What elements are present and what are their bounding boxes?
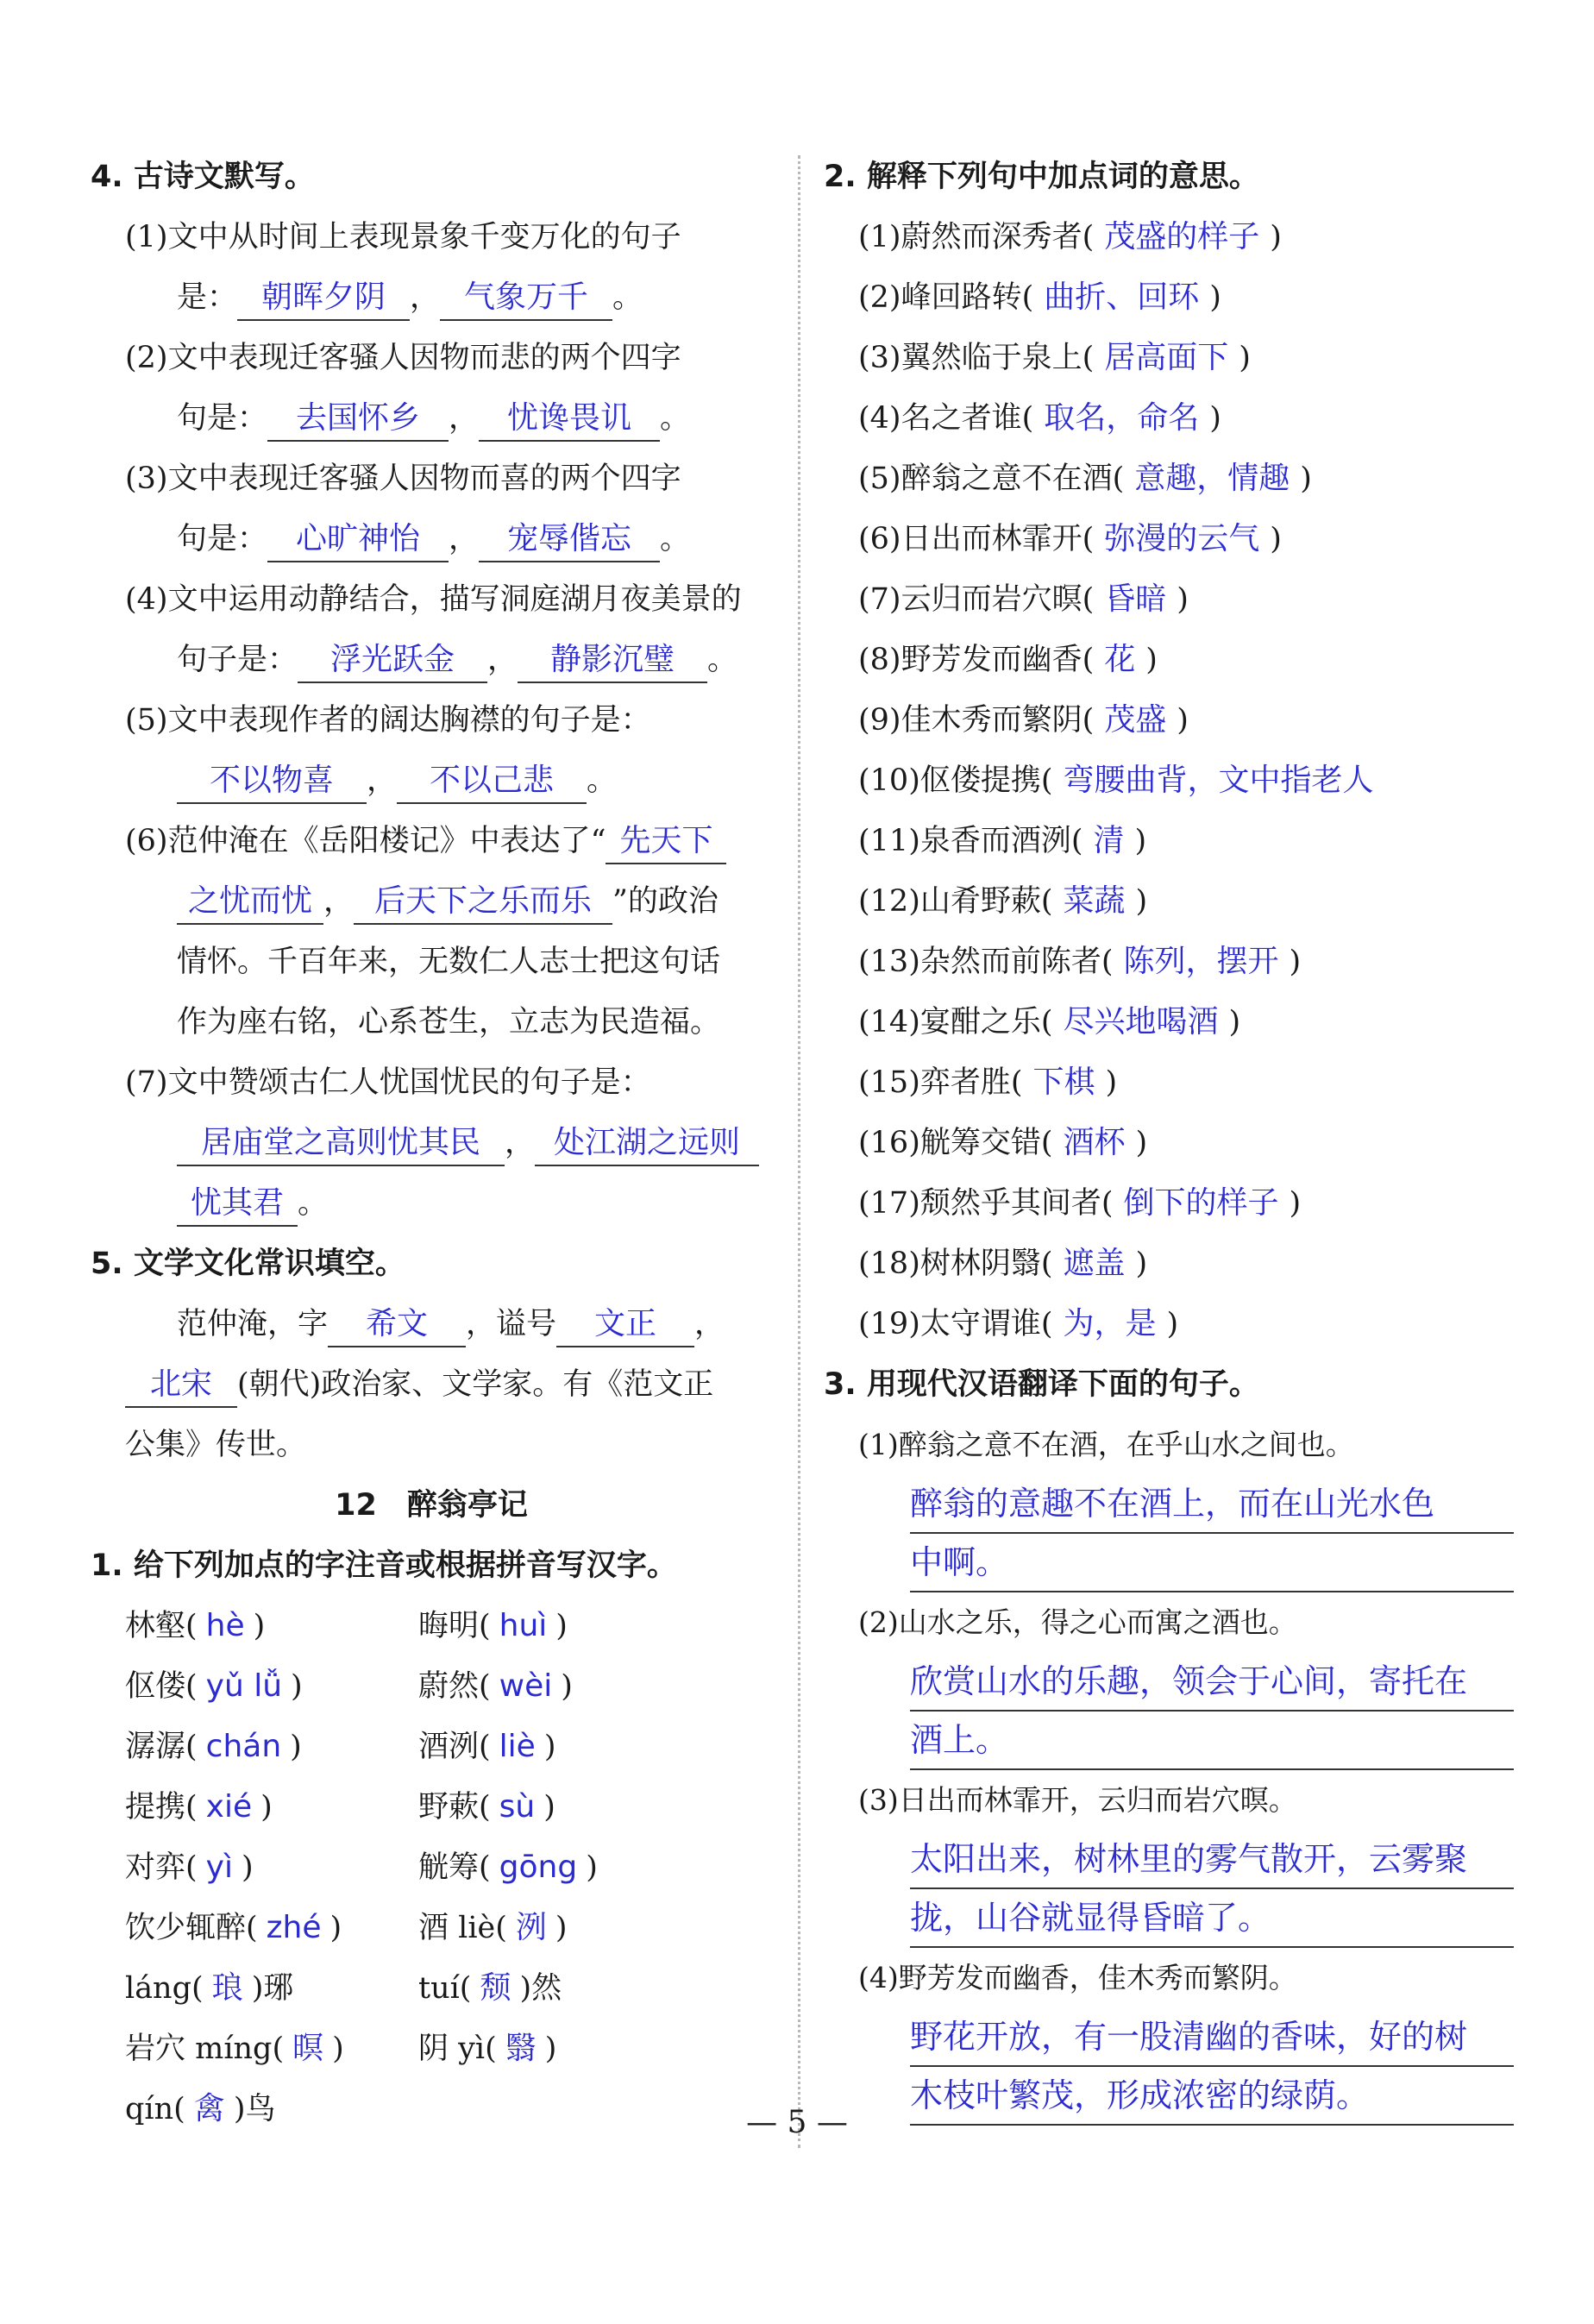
q2-list-item: (15)弈者胜( 下棋 ) [858, 1065, 1118, 1100]
q5-line-1: 范仲淹，字 希文 ，谥号 文正 ， [91, 1294, 772, 1354]
question-3-title: 3. 用现代汉语翻译下面的句子。 [824, 1367, 1259, 1402]
q4-s1-blank-1: 朝晖夕阴 [237, 276, 410, 321]
q5-line-2: 北宋 (朝代)政治家、文学家。有《范文正 [91, 1354, 772, 1415]
q2-list-item: (19)太守谓谁( 为，是 ) [858, 1306, 1179, 1341]
q2-answer: 昏暗 [1104, 581, 1167, 617]
q2-list-item: (7)云归而岩穴暝( 昏暗 ) [858, 581, 1189, 617]
q3-sentence: (1)醉翁之意不在酒，在乎山水之间也。 [858, 1428, 1354, 1461]
q3-sentence: (3)日出而林霏开，云归而岩穴暝。 [858, 1783, 1297, 1817]
q5-line-3: 公集》传世。 [125, 1428, 307, 1462]
pinyin-item: 伛偻( yǔ lǚ ) [125, 1668, 303, 1704]
q3-translation-line: 醉翁的意趣不在酒上，而在山光水色 [910, 1475, 1514, 1534]
q2-answer: 曲折、回环 [1044, 280, 1200, 315]
pinyin-item: 对弈( yì ) [125, 1850, 254, 1885]
q4-s7-text: (7)文中赞颂古仁人忧国忧民的句子是： [125, 1065, 651, 1100]
pinyin-item: 酒 liè( 洌 ) [418, 1910, 568, 1945]
q4-s5-text: (5)文中表现作者的阔达胸襟的句子是： [125, 703, 651, 738]
q4-s7-blank-3: 忧其君 [177, 1182, 298, 1227]
q4-s2-blank-2: 忧谗畏讥 [479, 397, 660, 442]
q2-answer: 倒下的样子 [1123, 1185, 1279, 1221]
pinyin-answer: 暝 [292, 2031, 324, 2066]
q4-s6-line-2: 之忧而忧 ， 后天下之乐而乐 ”的政治 [91, 871, 772, 932]
q5-shi-blank: 文正 [556, 1303, 694, 1347]
q2-answer: 酒杯 [1063, 1125, 1126, 1160]
q4-s6-line-3: 情怀。千百年来，无数仁人志士把这句话 [177, 945, 721, 979]
pinyin-answer: 颓 [480, 1970, 511, 2006]
pinyin-item: 阴 yì( 翳 ) [418, 2031, 557, 2066]
column-divider [798, 155, 800, 2148]
pinyin-answer: xié [205, 1789, 253, 1825]
q2-answer: 遮盖 [1063, 1246, 1126, 1281]
q3-translation-line: 欣赏山水的乐趣，领会于心间，寄托在 [910, 1653, 1514, 1712]
q4-s5-blank-1: 不以物喜 [177, 759, 367, 804]
pinyin-answer: wèi [499, 1668, 553, 1704]
pinyin-answer: 翳 [505, 2031, 537, 2066]
q4-s1-blank-2: 气象万千 [440, 276, 612, 321]
q2-list-item: (14)宴酣之乐( 尽兴地喝酒 ) [858, 1004, 1241, 1040]
pinyin-item: 觥筹( gōng ) [418, 1850, 598, 1885]
q2-list-item: (11)泉香而酒洌( 清 ) [858, 823, 1147, 858]
q2-item-list [824, 207, 1514, 1354]
q2-list-item: (6)日出而林霏开( 弥漫的云气 ) [858, 521, 1282, 556]
pinyin-answer: liè [499, 1729, 536, 1764]
q3-item-list [824, 1415, 1514, 2126]
q2-answer: 为，是 [1063, 1306, 1157, 1341]
q4-s6-blank-3: 后天下之乐而乐 [354, 880, 612, 925]
pinyin-answer: hè [205, 1608, 245, 1643]
pinyin-answer: chán [205, 1729, 282, 1764]
q4-s3-blank-1: 心旷神怡 [267, 518, 449, 562]
page-number: — 5 — [746, 2105, 848, 2140]
q4-s2-blank-1: 去国怀乡 [267, 397, 449, 442]
q2-list-item: (4)名之者谁( 取名，命名 ) [858, 400, 1221, 436]
q4-s7-blank-2: 处江湖之远则 [535, 1121, 759, 1166]
q2-answer: 花 [1104, 642, 1136, 677]
q4-s5-answer-line: 不以物喜 ， 不以己悲 。 [91, 751, 772, 811]
pinyin-answer: sù [499, 1789, 536, 1825]
q2-answer: 居高面下 [1104, 340, 1229, 375]
q4-s6-text: (6)范仲淹在《岳阳楼记》中表达了“ 先天下 [91, 811, 772, 871]
pinyin-answer: gōng [499, 1850, 578, 1885]
q2-answer: 清 [1093, 823, 1125, 858]
pinyin-item: tuí( 颓 )然 [418, 1970, 562, 2006]
question-4-title: 4. 古诗文默写。 [91, 160, 315, 194]
q2-answer: 取名，命名 [1044, 400, 1200, 436]
q4-s4-text: (4)文中运用动静结合，描写洞庭湖月夜美景的 [125, 582, 742, 617]
q4-s6-line-4: 作为座右铭，心系苍生，立志为民造福。 [177, 1005, 721, 1040]
q2-list-item: (17)颓然乎其间者( 倒下的样子 ) [858, 1185, 1302, 1221]
q4-s3-answer-line: 句是： 心旷神怡 ， 宠辱偕忘 。 [91, 509, 772, 569]
pinyin-item: 岩穴 míng( 暝 ) [125, 2031, 344, 2066]
pinyin-item: 林壑( hè ) [125, 1608, 266, 1643]
q3-translation-line: 拢，山谷就显得昏暗了。 [910, 1889, 1514, 1948]
question-5-title: 5. 文学文化常识填空。 [91, 1247, 405, 1281]
pinyin-item: 蔚然( wèi ) [418, 1668, 573, 1704]
q3-translation-line: 木枝叶繁茂，形成浓密的绿荫。 [910, 2067, 1514, 2126]
q4-s3-blank-2: 宠辱偕忘 [479, 518, 660, 562]
q3-sentence: (2)山水之乐，得之心而寓之酒也。 [858, 1605, 1297, 1639]
pinyin-answer: 洌 [515, 1910, 547, 1945]
q3-translation-line: 太阳出来，树林里的雾气散开，云雾聚 [910, 1831, 1514, 1889]
pinyin-answer: yǔ lǚ [205, 1668, 283, 1704]
pinyin-item: 酒洌( liè ) [418, 1729, 556, 1764]
right-column [824, 147, 1514, 2126]
q2-list-item: (13)杂然而前陈者( 陈列，摆开 ) [858, 944, 1302, 979]
q2-list-item: (9)佳木秀而繁阴( 茂盛 ) [858, 702, 1189, 738]
pinyin-item: 野蔌( sù ) [418, 1789, 555, 1825]
q4-s1-text: (1)文中从时间上表现景象千变万化的句子 [125, 220, 681, 254]
pinyin-item: 饮少辄醉( zhé ) [125, 1910, 342, 1945]
q3-sentence: (4)野芳发而幽香，佳木秀而繁阴。 [858, 1961, 1297, 1994]
q4-s7-line-2: 居庙堂之高则忧其民 ， 处江湖之远则 [91, 1113, 772, 1173]
q2-list-item: (5)醉翁之意不在酒( 意趣，情趣 ) [858, 461, 1312, 496]
q2-answer: 意趣，情趣 [1134, 461, 1290, 496]
pinyin-item: láng( 琅 )琊 [125, 1970, 294, 2006]
q2-list-item: (18)树林阴翳( 遮盖 ) [858, 1246, 1148, 1281]
pinyin-answer: 禽 [193, 2091, 225, 2126]
q2-answer: 下棋 [1032, 1065, 1095, 1100]
pinyin-answer: zhé [266, 1910, 322, 1945]
q4-s6-blank-2: 之忧而忧 [177, 880, 323, 925]
q2-answer: 弯腰曲背，文中指老人 [1063, 763, 1374, 798]
q4-s4-answer-line: 句子是： 浮光跃金 ， 静影沉璧 。 [91, 630, 772, 690]
q4-s3-text: (3)文中表现迁客骚人因物而喜的两个四字 [125, 462, 681, 496]
q2-answer: 尽兴地喝酒 [1063, 1004, 1219, 1040]
q2-answer: 弥漫的云气 [1104, 521, 1260, 556]
pinyin-answer: 琅 [211, 1970, 243, 2006]
q4-s2-text: (2)文中表现迁客骚人因物而悲的两个四字 [125, 341, 681, 375]
question-1-title: 1. 给下列加点的字注音或根据拼音写汉字。 [91, 1548, 677, 1583]
q4-s5-blank-2: 不以己悲 [397, 759, 587, 804]
pinyin-item: 晦明( huì ) [418, 1608, 568, 1643]
q4-s7-line-3: 忧其君 。 [91, 1173, 772, 1234]
pinyin-item: 提携( xié ) [125, 1789, 273, 1825]
q2-answer: 菜蔬 [1063, 883, 1126, 919]
q5-zi-blank: 希文 [328, 1303, 466, 1347]
q2-list-item: (10)伛偻提携( 弯腰曲背，文中指老人 [824, 751, 1514, 811]
q2-list-item: (2)峰回路转( 曲折、回环 ) [858, 280, 1221, 315]
pinyin-item: qín( 禽 )鸟 [125, 2091, 276, 2126]
question-2-title: 2. 解释下列句中加点词的意思。 [824, 160, 1259, 194]
q2-list-item: (8)野芳发而幽香( 花 ) [858, 642, 1158, 677]
pinyin-answer: huì [499, 1608, 548, 1643]
pinyin-item: 潺潺( chán ) [125, 1729, 302, 1764]
q4-s6-blank-1: 先天下 [606, 820, 726, 864]
q4-s4-blank-2: 静影沉璧 [518, 638, 707, 683]
left-column [91, 147, 772, 2139]
q4-s4-blank-1: 浮光跃金 [298, 638, 487, 683]
q4-s7-blank-1: 居庙堂之高则忧其民 [177, 1121, 505, 1166]
q3-translation-line: 中啊。 [910, 1534, 1514, 1592]
section-12-title: 12 醉翁亭记 [335, 1488, 528, 1523]
q2-answer: 陈列，摆开 [1123, 944, 1279, 979]
q2-answer: 茂盛 [1104, 702, 1167, 738]
q2-list-item: (12)山肴野蔌( 菜蔬 ) [858, 883, 1148, 919]
q3-translation-line: 酒上。 [910, 1712, 1514, 1770]
q3-translation-line: 野花开放，有一股清幽的香味，好的树 [910, 2008, 1514, 2067]
q4-s2-answer-line: 句是： 去国怀乡 ， 忧谗畏讥 。 [91, 388, 772, 449]
q5-dynasty-blank: 北宋 [125, 1363, 237, 1408]
q2-list-item: (1)蔚然而深秀者( 茂盛的样子 ) [858, 219, 1282, 254]
q2-list-item: (3)翼然临于泉上( 居高面下 ) [858, 340, 1251, 375]
q2-list-item: (16)觥筹交错( 酒杯 ) [858, 1125, 1148, 1160]
pinyin-grid [91, 1596, 772, 2139]
pinyin-answer: yì [205, 1850, 233, 1885]
q2-answer: 茂盛的样子 [1104, 219, 1260, 254]
q4-s1-answer-line: 是： 朝晖夕阴 ， 气象万千 。 [91, 267, 772, 328]
